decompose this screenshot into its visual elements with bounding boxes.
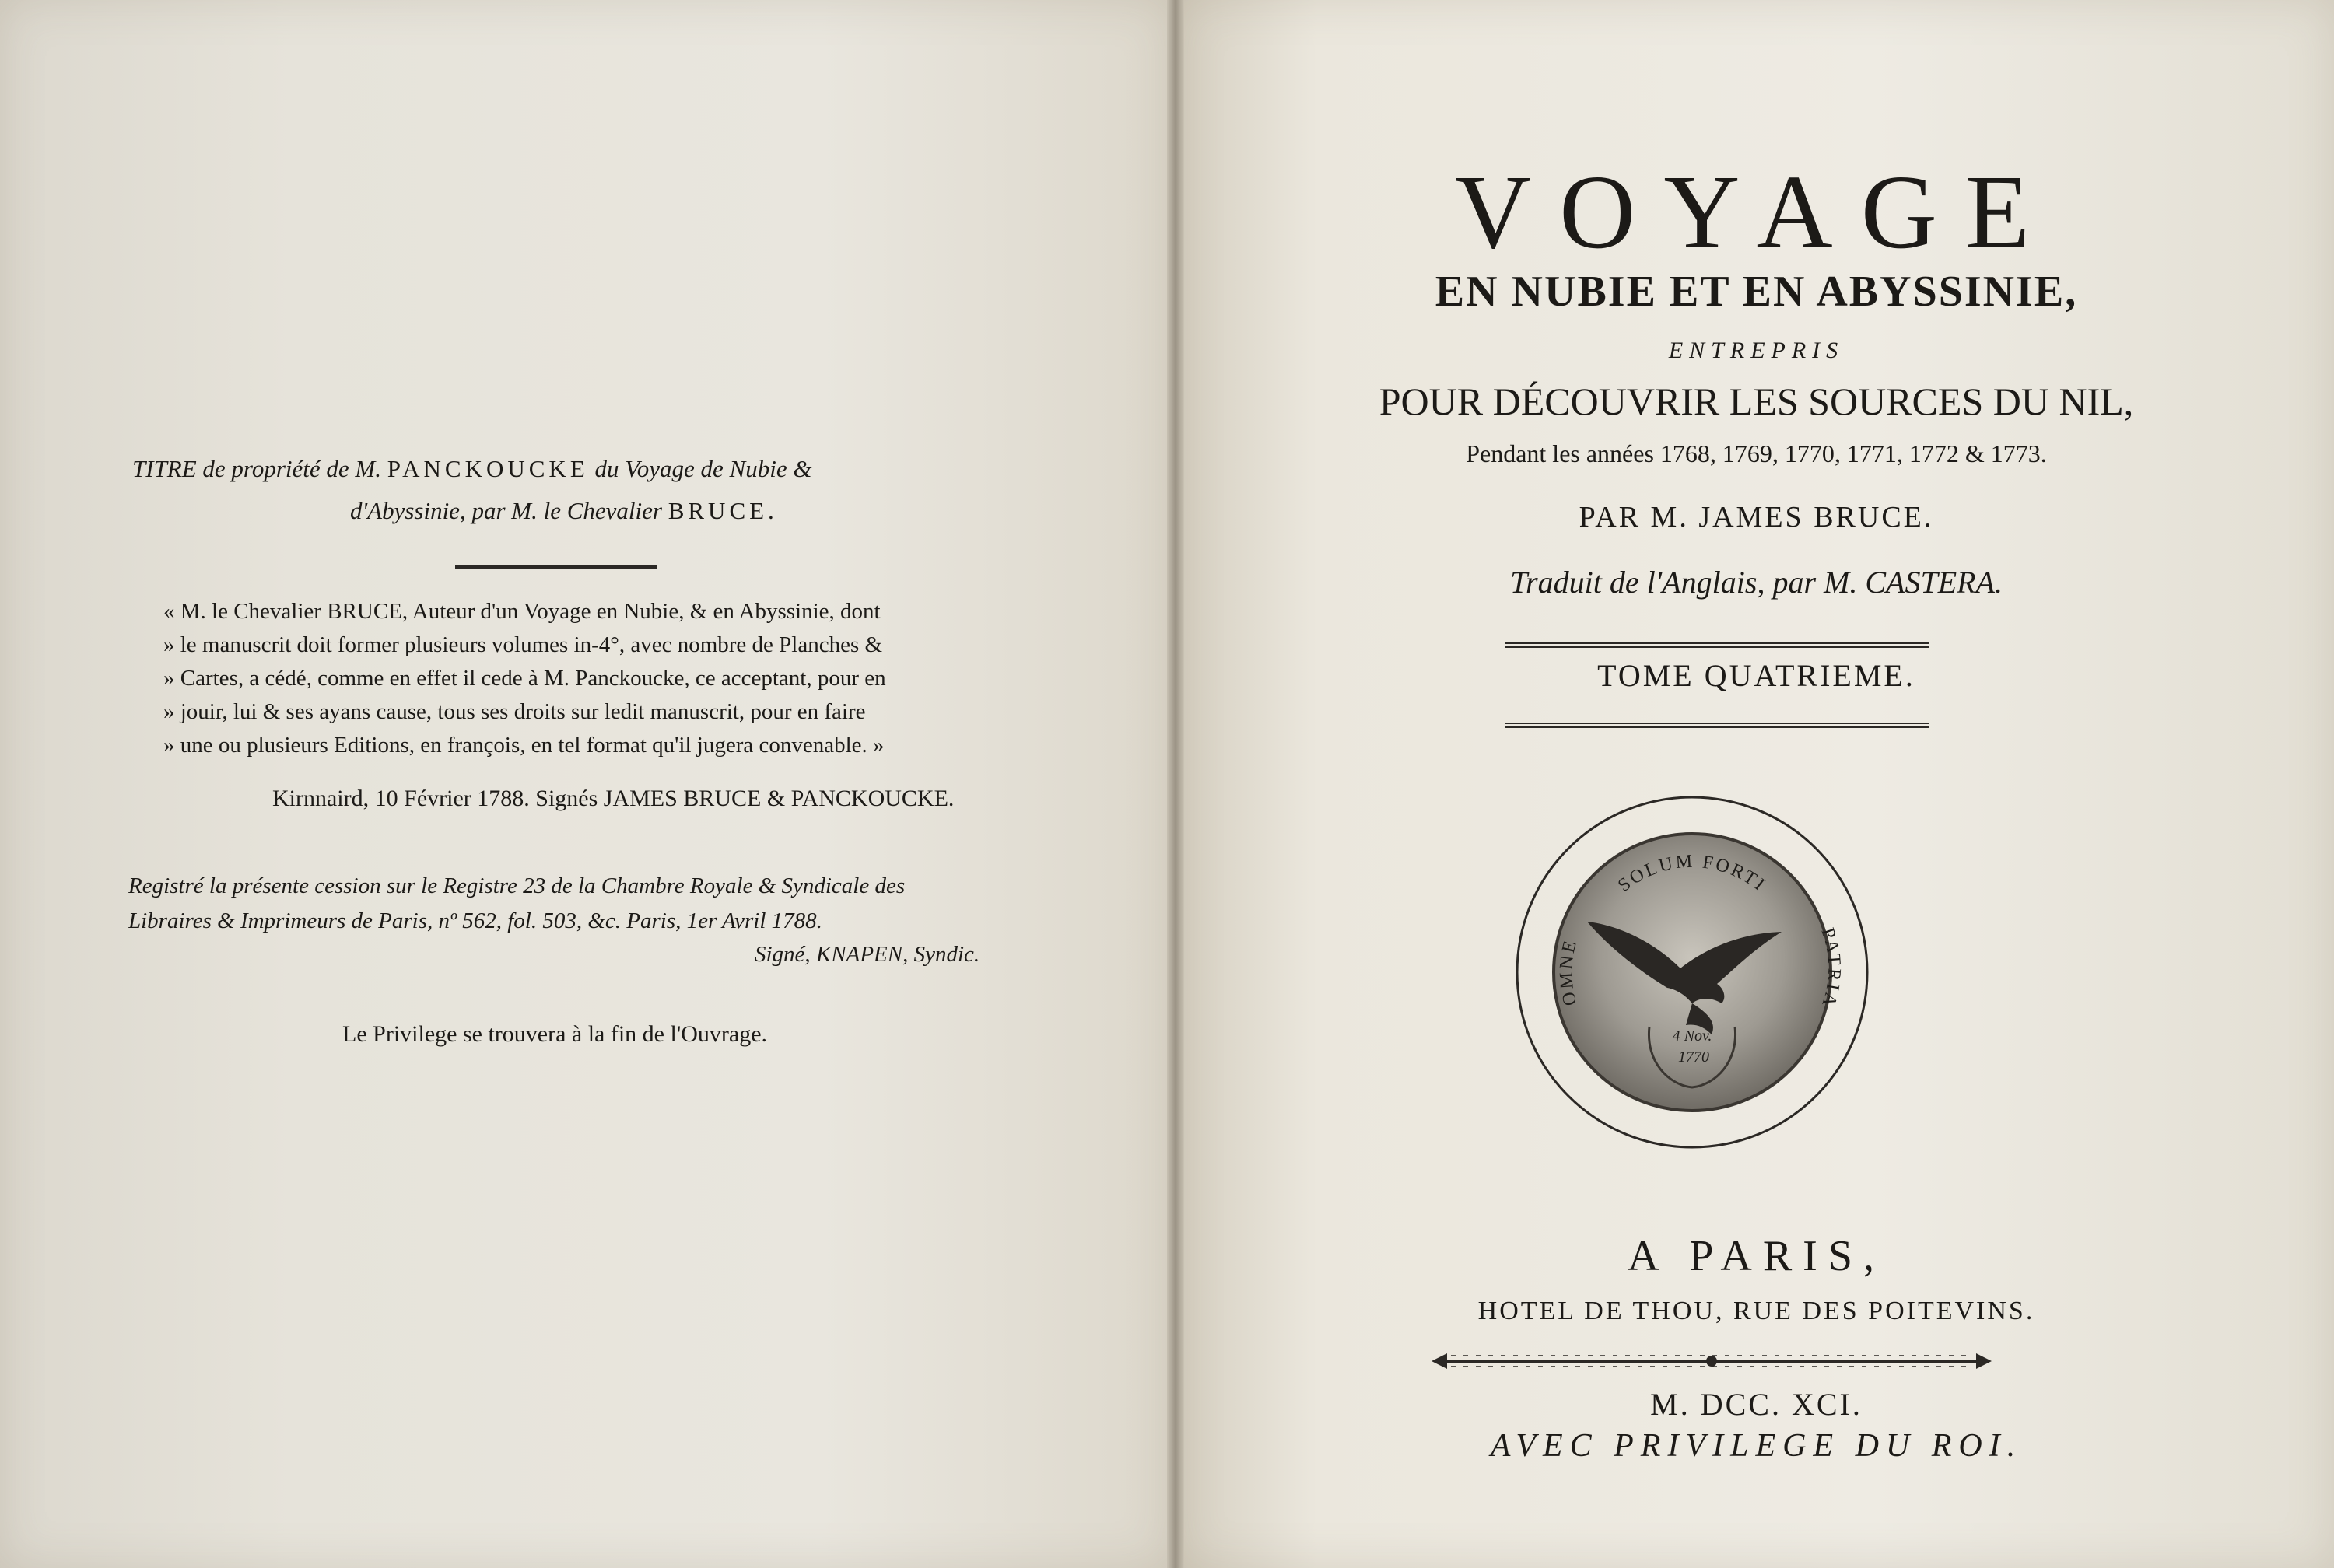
translator-line: Traduit de l'Anglais, par M. CASTERA. bbox=[1509, 565, 2003, 600]
quote-line: » une ou plusieurs Editions, en françois, en tel format qu'il jugera convenable. » bbox=[163, 733, 885, 758]
vignette-date-line-1: 4 Nov. bbox=[1672, 1027, 1712, 1045]
entrepris-line: ENTREPRIS bbox=[1668, 338, 1845, 363]
registre-line: Libraires & Imprimeurs de Paris, nº 562, fol. 503, &c. Paris, 1er Avril 1788. bbox=[128, 908, 822, 933]
registre-signed: Signé, KNAPEN, Syndic. bbox=[755, 942, 980, 967]
quote-line: » jouir, lui & ses ayans cause, tous ses droits sur ledit manuscrit, pour en faire bbox=[163, 699, 866, 724]
years-line: Pendant les années 1768, 1769, 1770, 1771, 1772 & 1773. bbox=[1466, 439, 2047, 467]
imprint-place: A PARIS, bbox=[1628, 1232, 1885, 1280]
registre-line: Registré la présente cession sur le Registre 23 de la Chambre Royale & Syndicale des bbox=[128, 873, 906, 898]
royal-privilege: AVEC PRIVILEGE DU ROI. bbox=[1490, 1428, 2023, 1464]
ornamental-rule bbox=[1428, 1349, 1996, 1373]
quote-line: » Cartes, a cédé, comme en effet il cede à M. Panckoucke, ce acceptant, pour en bbox=[163, 666, 886, 691]
privilege-note: Le Privilege se trouvera à la fin de l'Ouvrage. bbox=[342, 1021, 768, 1047]
quote-line: » le manuscrit doit former plusieurs volumes in-4°, avec nombre de Planches & bbox=[163, 632, 883, 657]
vignette-motto-top: SOLUM FORTI bbox=[1614, 851, 1771, 897]
tome-label: TOME QUATRIEME. bbox=[1597, 658, 1915, 693]
eagle-vignette bbox=[1513, 793, 1871, 1151]
quote-line: « M. le Chevalier BRUCE, Auteur d'un Voyage en Nubie, & en Abyssinie, dont bbox=[163, 599, 881, 624]
title-note-line-2: d'Abyssinie, par M. le Chevalier BRUCE. bbox=[350, 497, 778, 524]
book-title: VOYAGE bbox=[1454, 154, 2059, 271]
book-subtitle: EN NUBIE ET EN ABYSSINIE, bbox=[1435, 268, 2078, 316]
author-line: PAR M. JAMES BRUCE. bbox=[1579, 501, 1934, 534]
imprint-address: HOTEL DE THOU, RUE DES POITEVINS. bbox=[1477, 1297, 2035, 1325]
purpose-line: POUR DÉCOUVRIR LES SOURCES DU NIL, bbox=[1379, 380, 2134, 423]
left-divider bbox=[455, 565, 657, 569]
imprint-date: M. DCC. XCI. bbox=[1650, 1387, 1863, 1422]
signature-line: Kirnnaird, 10 Février 1788. Signés JAMES BRUCE & PANCKOUCKE. bbox=[272, 786, 955, 811]
title-note-line-1: TITRE de propriété de M. PANCKOUCKE du Voyage de Nubie & bbox=[132, 455, 812, 482]
vignette-motto-left: OMNE bbox=[1556, 936, 1582, 1008]
vignette-motto-right: PATRIA bbox=[1817, 925, 1845, 1011]
vignette-date-line-2: 1770 bbox=[1678, 1048, 1709, 1066]
